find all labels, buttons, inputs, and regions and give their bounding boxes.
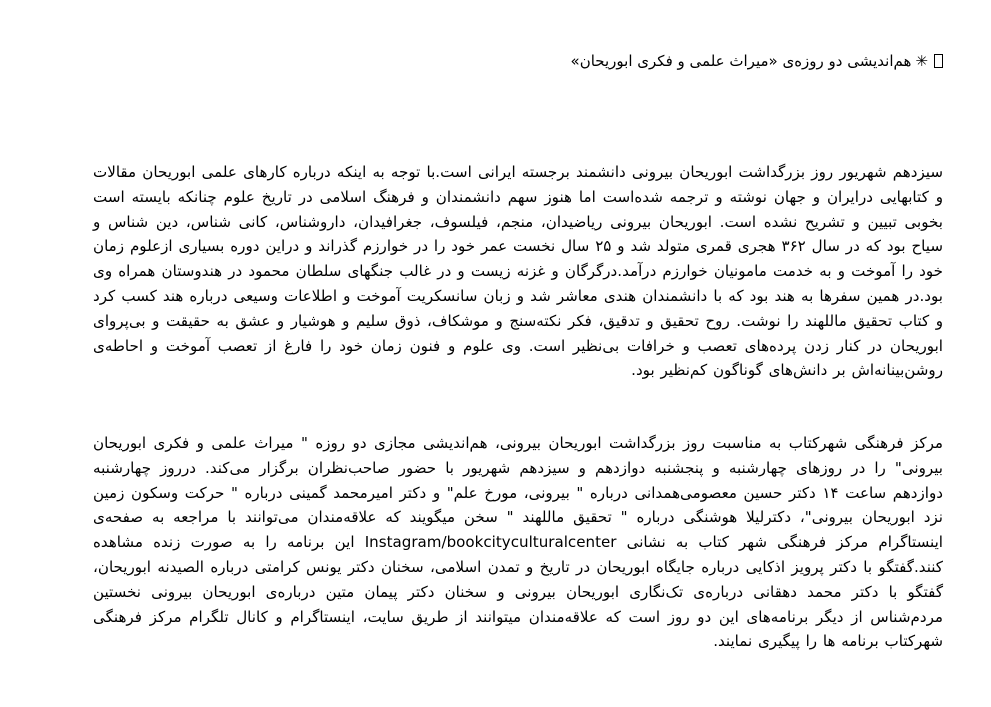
box-marker-icon xyxy=(934,54,943,68)
paragraph-event-announcement: مرکز فرهنگی شهرکتاب به مناسبت روز بزرگداشت ابوریحان بیرونی، هم‌اندیشی مجازی دو روزه " میراث علمی و فکری ابوریحان بیرونی" را در روزهای چهارشنبه و پنجشنبه دوازدهم و سیزدهم شهریور با حضور صاحب‌نظران برگزار می‌کند. درروز چهارشنبه دوازدهم ساعت ۱۴ دکتر حسین معصومی‌همدانی درباره " بیرونی، مورخ علم" و دکتر امیرمحمد گمینی درباره " حرکت وسکون زمین نزد ابوریحان بیرونی"، دکترلیلا هوشنگی درباره " تحقیق ماللهند " سخن میگویند که علاقه‌مندان می‌توانند با مراجعه به صفحه‌ی اینستاگرام مرکز فرهنگی شهر کتاب به نشانی Instagram/bookcityculturalcenter این برنامه را به صورت زنده مشاهده کنند.گفتگو با دکتر پرویز اذکایی درباره جایگاه ابوریحان در تاریخ و تمدن اسلامی، سخنان دکتر یونس کرامتی درباره الصیدنه ابوریحان، گفتگو با دکتر محمد دهقانی درباره‌ی تک‌نگاری ابوریحان بیرونی و سخنان دکتر پیمان متین درباره‌ی ابوریحان بیرونی نخستین مردم‌شناس از دیگر برنامه‌های این دو روز است که علاقه‌مندان میتوانند از طریق سایت، اینستاگرام و کانال تلگرام مرکز فرهنگی شهرکتاب برنامه ها را پیگیری نمایند. xyxy=(93,434,943,651)
document-title xyxy=(571,48,943,74)
star-icon: ✳ xyxy=(915,52,928,70)
paragraph-biruni-biography: سیزدهم شهریور روز بزرگداشت ابوریحان بیرونی دانشمند برجسته ایرانی است.با توجه به اینکه درباره کارهای علمی ابوریحان مقالات و کتابهایی درایران و جهان نوشته و ترجمه شده‌است اما هنوز سهم دانشمندان و فرهنگ اسلامی در تاریخ علوم چنانکه بایسته است بخوبی تبیین و تشریح نشده است. ابوریحان بیرونی ریاضیدان، منجم، فیلسوف، جغرافیدان، داروشناس، کانی شناس، دین شناس و سیاح بود که در سال ۳۶۲ هجری قمری متولد شد و ۲۵ سال نخست عمر خود را در خوارزم گذراند و دراین دوره بسیاری ازعلوم زمان خود را آموخت و به خدمت مامونیان خوارزم درآمد.درگرگان و غزنه زیست و در غالب جنگهای سلطان محمود در هندوستان همراه وی بود.در همین سفرها به هند بود که با دانشمندان هندی معاشر شد و زبان سانسکریت آموخت و اطلاعات وسیعی درباره هند کسب کرد و کتاب تحقیق ماللهند را نوشت. روح تحقیق و تدقیق، فکر نکته‌سنج و موشکاف، ذوق سلیم و هوشیار و عشق به حقیقت و بی‌پروای ابوریحان در کنار زدن پرده‌های تعصب و خرافات بی‌نظیر است. وی علوم و فنون زمان خود را فارغ از تعصب آموخت و احاطه‌ی روشن‌بینانه‌اش بر دانش‌های گوناگون کم‌نظیر بود. xyxy=(93,163,943,380)
document-title-text: هم‌اندیشی دو روزه‌ی «میراث علمی و فکری ابوریحان» xyxy=(570,52,912,70)
